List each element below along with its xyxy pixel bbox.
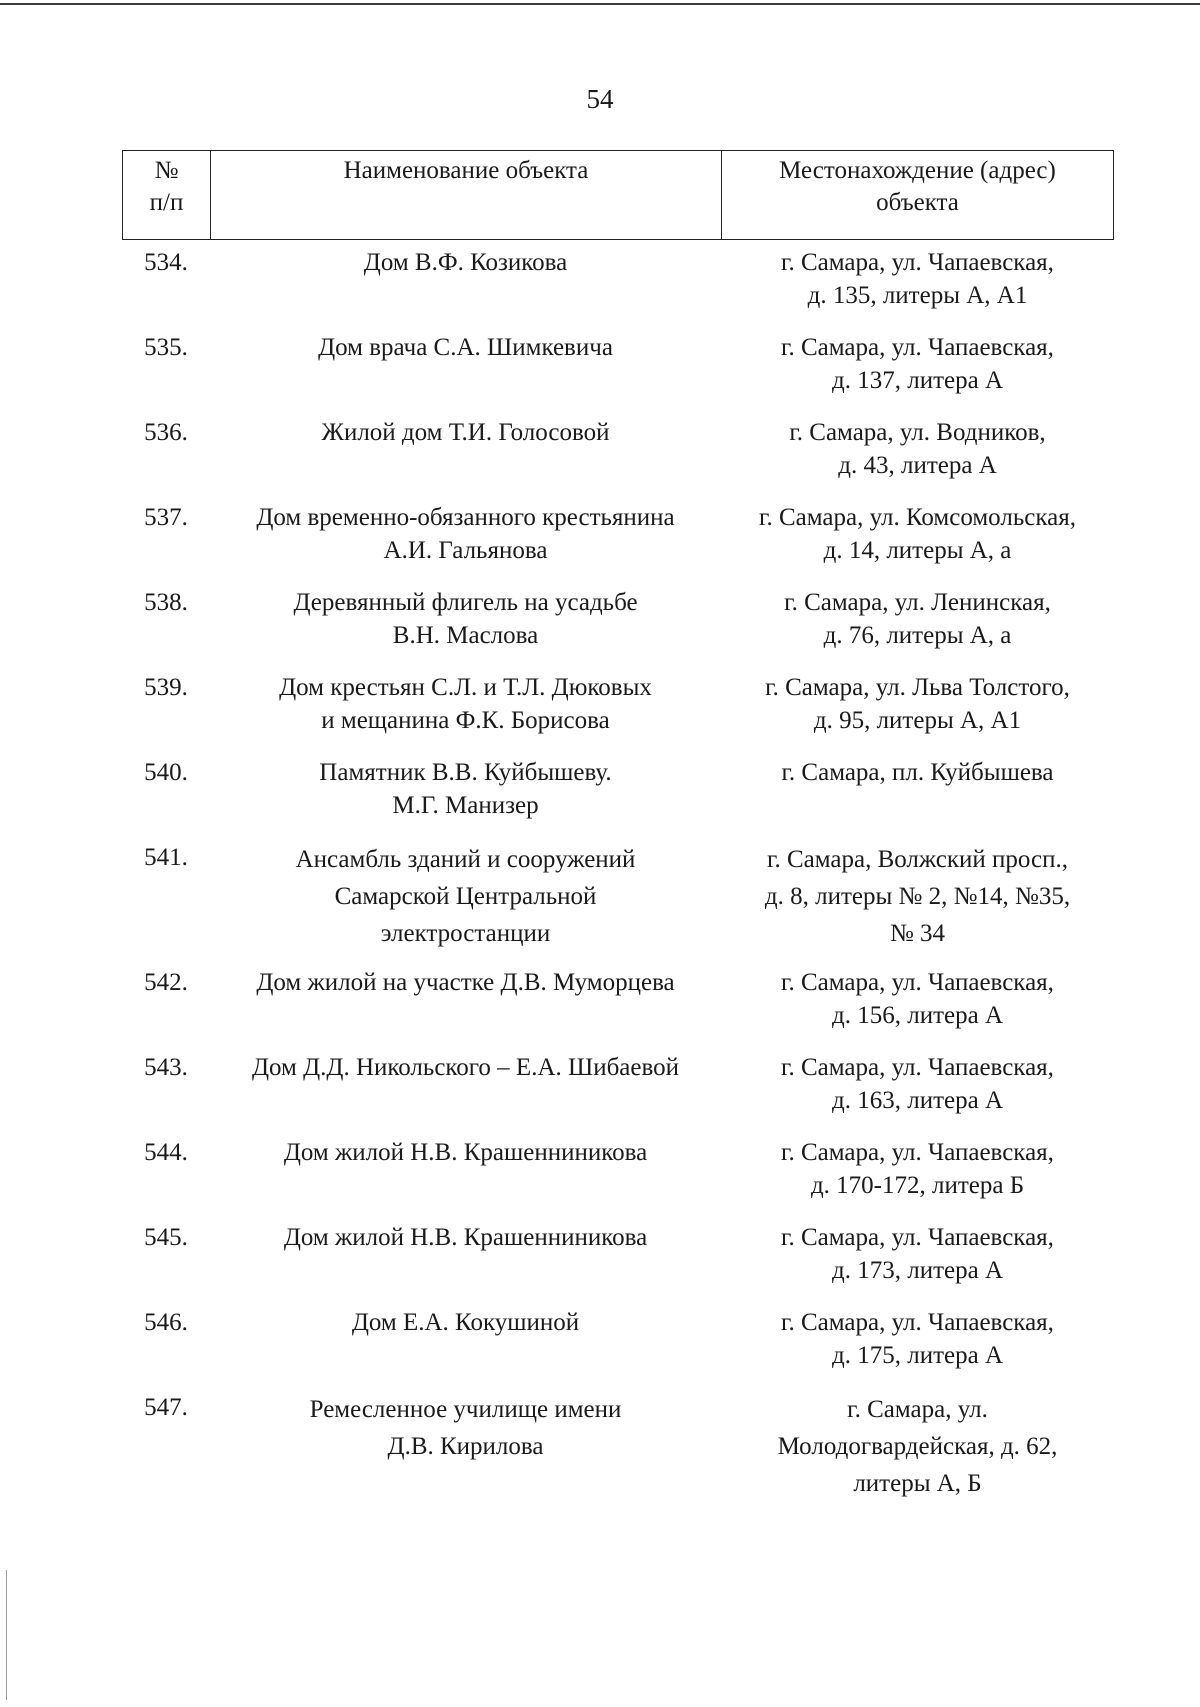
object-address-line: г. Самара, ул. Чапаевская, xyxy=(781,969,1054,996)
table-row xyxy=(122,966,1114,1032)
row-number: 547. xyxy=(144,1394,188,1421)
table-row xyxy=(122,501,1114,567)
object-address-line: г. Самара, ул. Комсомольская, xyxy=(759,504,1076,531)
object-address-line: д. 170-172, литера Б xyxy=(810,1172,1025,1199)
row-number: 542. xyxy=(144,969,188,996)
object-address-line: Молодогвардейская, д. 62, xyxy=(777,1433,1058,1460)
object-name-line: А.И. Гальянова xyxy=(383,537,548,564)
object-address xyxy=(721,331,1114,397)
table-header xyxy=(122,150,1114,240)
object-name xyxy=(210,1051,721,1117)
table-row xyxy=(122,331,1114,397)
object-address-line: д. 175, литера А xyxy=(832,1342,1003,1369)
object-name-line: Ансамбль зданий и сооружений xyxy=(295,846,636,873)
object-address xyxy=(721,1391,1114,1502)
object-name xyxy=(210,501,721,567)
object-name xyxy=(210,246,721,312)
object-address-line: д. 95, литеры А, А1 xyxy=(813,707,1022,734)
object-name-line: Деревянный флигель на усадьбе xyxy=(293,589,638,616)
table-row xyxy=(122,1051,1114,1117)
row-number: 546. xyxy=(144,1309,188,1336)
header-number xyxy=(123,151,211,239)
object-name-line: и мещанина Ф.К. Борисова xyxy=(321,707,610,734)
table-row xyxy=(122,246,1114,312)
row-number: 545. xyxy=(144,1224,188,1251)
object-address-line: литеры А, Б xyxy=(853,1470,982,1497)
row-number: 540. xyxy=(144,759,188,786)
object-address-line: г. Самара, ул. Чапаевская, xyxy=(781,1224,1054,1251)
object-address-line: г. Самара, ул. Водников, xyxy=(789,419,1046,446)
object-name-line: Жилой дом Т.И. Голосовой xyxy=(321,419,610,446)
table-row xyxy=(122,1136,1114,1202)
table-row xyxy=(122,586,1114,652)
object-address-line: г. Самара, ул. Ленинская, xyxy=(784,589,1051,616)
header-name xyxy=(211,151,722,239)
header-number-line: № xyxy=(154,157,179,184)
object-address-line: г. Самара, ул. Чапаевская, xyxy=(781,1309,1054,1336)
object-name xyxy=(210,671,721,737)
object-address-line: д. 14, литеры А, а xyxy=(823,537,1012,564)
object-address-line: г. Самара, ул. Чапаевская, xyxy=(781,1054,1054,1081)
object-name xyxy=(210,416,721,482)
table-row xyxy=(122,756,1114,822)
object-address-line: № 34 xyxy=(889,920,946,947)
object-address xyxy=(721,1051,1114,1117)
table-row xyxy=(122,841,1114,952)
row-number: 543. xyxy=(144,1054,188,1081)
page-number: 54 xyxy=(586,84,614,114)
row-number: 534. xyxy=(144,249,188,276)
object-address-line: д. 156, литера А xyxy=(832,1002,1003,1029)
scan-margin-mark xyxy=(6,1570,7,1700)
object-address-line: г. Самара, ул. Льва Толстого, xyxy=(765,674,1070,701)
object-name-line: Дом Д.Д. Никольского – Е.А. Шибаевой xyxy=(251,1054,680,1081)
object-name-line: Дом временно-обязанного крестьянина xyxy=(256,504,675,531)
object-name-line: электростанции xyxy=(380,920,551,947)
header-address-line: Местонахождение (адрес) xyxy=(779,157,1056,184)
row-number: 537. xyxy=(144,504,188,531)
object-name xyxy=(210,1221,721,1287)
object-name xyxy=(210,966,721,1032)
object-name xyxy=(210,331,721,397)
object-address xyxy=(721,966,1114,1032)
object-address-line: г. Самара, пл. Куйбышева xyxy=(781,759,1054,786)
header-address xyxy=(722,151,1113,239)
object-address xyxy=(721,756,1114,822)
object-name-line: Дом В.Ф. Козикова xyxy=(363,249,568,276)
object-address xyxy=(721,671,1114,737)
object-name xyxy=(210,1391,721,1502)
object-address-line: д. 163, литера А xyxy=(832,1087,1003,1114)
table-row xyxy=(122,1306,1114,1372)
object-address xyxy=(721,1306,1114,1372)
object-address-line: д. 137, литера А xyxy=(832,367,1003,394)
object-address xyxy=(721,501,1114,567)
object-address xyxy=(721,1221,1114,1287)
table-row xyxy=(122,1391,1114,1502)
object-address-line: д. 135, литеры А, А1 xyxy=(807,282,1028,309)
object-address-line: д. 76, литеры А, а xyxy=(823,622,1012,649)
object-address-line: д. 43, литера А xyxy=(838,452,997,479)
object-name-line: Памятник В.В. Куйбышеву. xyxy=(319,759,612,786)
row-number: 541. xyxy=(144,844,188,871)
object-name-line: Дом жилой Н.В. Крашенниникова xyxy=(283,1224,648,1251)
object-address-line: д. 8, литеры № 2, №14, №35, xyxy=(764,883,1071,910)
header-number-line: п/п xyxy=(149,189,184,216)
object-name-line: Дом жилой на участке Д.В. Муморцева xyxy=(256,969,675,996)
object-address-line: г. Самара, Волжский просп., xyxy=(767,846,1068,873)
table-row xyxy=(122,1221,1114,1287)
object-address-line: д. 173, литера А xyxy=(832,1257,1003,1284)
object-address-line: г. Самара, ул. xyxy=(847,1396,988,1423)
object-name xyxy=(210,1306,721,1372)
object-address xyxy=(721,841,1114,952)
table-row xyxy=(122,416,1114,482)
header-address-line: объекта xyxy=(876,189,959,216)
object-name-line: Дом Е.А. Кокушиной xyxy=(351,1309,580,1336)
object-name xyxy=(210,586,721,652)
object-address-line: г. Самара, ул. Чапаевская, xyxy=(781,1139,1054,1166)
object-name-line: Дом жилой Н.В. Крашенниникова xyxy=(283,1139,648,1166)
object-address xyxy=(721,246,1114,312)
object-address xyxy=(721,416,1114,482)
row-number: 539. xyxy=(144,674,188,701)
object-name-line: Д.В. Кирилова xyxy=(387,1433,544,1460)
object-name-line: М.Г. Манизер xyxy=(392,792,539,819)
object-name-line: Ремесленное училище имени xyxy=(309,1396,622,1423)
object-address xyxy=(721,586,1114,652)
header-name-line: Наименование объекта xyxy=(343,157,589,184)
object-name-line: В.Н. Маслова xyxy=(392,622,539,649)
row-number: 536. xyxy=(144,419,188,446)
row-number: 544. xyxy=(144,1139,188,1166)
row-number: 538. xyxy=(144,589,188,616)
row-number: 535. xyxy=(144,334,188,361)
object-name-line: Самарской Центральной xyxy=(334,883,597,910)
object-name xyxy=(210,756,721,822)
table-row xyxy=(122,671,1114,737)
top-rule xyxy=(0,3,1200,5)
object-address-line: г. Самара, ул. Чапаевская, xyxy=(781,249,1054,276)
object-name-line: Дом крестьян С.Л. и Т.Л. Дюковых xyxy=(279,674,652,701)
object-name xyxy=(210,1136,721,1202)
object-address-line: г. Самара, ул. Чапаевская, xyxy=(781,334,1054,361)
object-name-line: Дом врача С.А. Шимкевича xyxy=(318,334,613,361)
object-name xyxy=(210,841,721,952)
object-address xyxy=(721,1136,1114,1202)
